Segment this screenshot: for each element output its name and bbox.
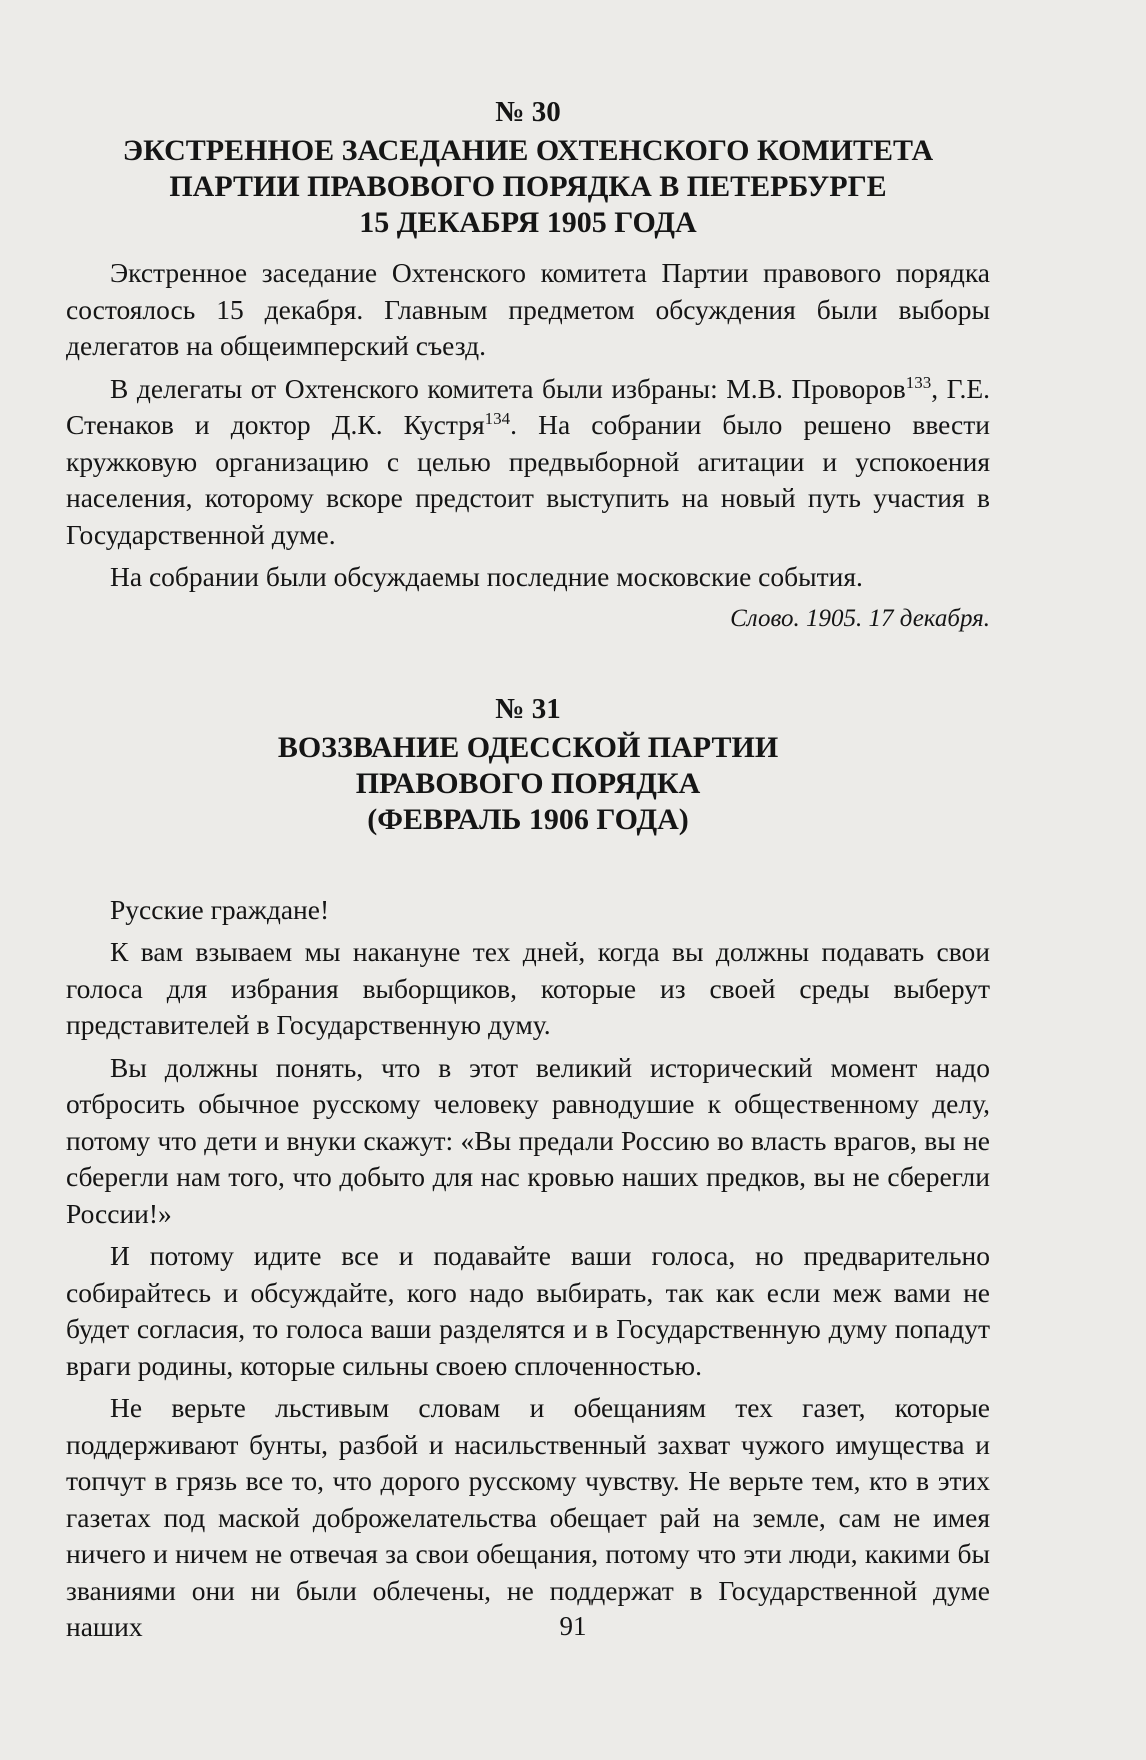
text-run: , Г.Е. Стенаков и доктор Д.К. Кустря bbox=[66, 372, 990, 440]
document-title bbox=[66, 730, 990, 838]
title-line: (ФЕВРАЛЬ 1906 ГОДА) bbox=[367, 802, 689, 836]
document-31 bbox=[66, 692, 990, 1646]
title-line: 15 ДЕКАБРЯ 1905 ГОДА bbox=[359, 206, 697, 239]
text-run: В делегаты от Охтенского комитета были избраны: М.В. Проворов bbox=[110, 372, 906, 404]
text-run: . На собрании было решено ввести кружковую организацию с целью предвыборной агитации и успокоения населения, которому вскоре предстоит выступить на новый путь участия в Государственной думе. bbox=[66, 409, 990, 550]
section-gap bbox=[66, 636, 990, 692]
paragraph: Вы должны понять, что в этот великий исторический момент надо отбросить обычное русскому человеку равнодушие к общественному делу, потому что дети и внуки скажут: «Вы предали Россию во власть врагов, вы не сберегли нам того, что добыто для нас кровью наших предков, вы не сберегли России!» bbox=[66, 1051, 990, 1229]
paragraph: Не верьте льстивым словам и обещаниям тех газет, которые поддерживают бунты, разбой и насильственный захват чужого имущества и топчут в грязь все то, что дорого русскому чувству. Не верьте тем, кто в этих газетах под маской доброжелательства обещает рай на земле, сам не имея ничего и ничем не отвечая за свои обещания, потому что эти люди, какими бы званиями они ни были облечены, не поддержат в Государственной думе наших bbox=[66, 1392, 990, 1642]
paragraph-with-footnotes bbox=[66, 371, 990, 554]
document-title bbox=[66, 133, 990, 241]
greeting: Русские граждане! bbox=[110, 893, 330, 925]
page-number: 91 bbox=[559, 1611, 587, 1641]
title-line: ПАРТИИ ПРАВОВОГО ПОРЯДКА В ПЕТЕРБУРГЕ bbox=[169, 170, 887, 203]
paragraph: К вам взываем мы накануне тех дней, когда вы должны подавать свои голоса для избрания выборщиков, которые из своей среды выберут представителей в Государственную думу. bbox=[66, 936, 990, 1040]
title-spacer bbox=[66, 852, 990, 892]
footnote-ref[interactable]: 134 bbox=[484, 408, 511, 428]
title-line: ЭКСТРЕННОЕ ЗАСЕДАНИЕ ОХТЕНСКОГО КОМИТЕТА bbox=[122, 134, 934, 167]
title-line: ВОЗЗВАНИЕ ОДЕССКОЙ ПАРТИИ bbox=[277, 730, 779, 764]
source-citation: Слово. 1905. 17 декабря. bbox=[730, 604, 990, 632]
page-content bbox=[66, 95, 990, 1652]
paragraph: Экстренное заседание Охтенского комитета Партии правового порядка состоялось 15 декабря. Главным предметом обсуждения были выборы делегатов на общеимперский съезд. bbox=[66, 257, 990, 361]
paragraph: На собрании были обсуждаемы последние московские события. bbox=[110, 561, 863, 592]
paragraph: И потому идите все и подавайте ваши голоса, но предварительно собирайтесь и обсуждайте, кого надо выбирать, так как если меж вами не будет согласия, то голоса ваши разделятся и в Государственную думу попадут враги родины, которые сильны своею сплоченностью. bbox=[66, 1240, 990, 1381]
document-number: № 30 bbox=[495, 96, 561, 128]
title-line: ПРАВОВОГО ПОРЯДКА bbox=[355, 766, 701, 800]
document-30 bbox=[66, 95, 990, 636]
document-number: № 31 bbox=[495, 692, 561, 725]
footnote-ref[interactable]: 133 bbox=[905, 372, 932, 392]
